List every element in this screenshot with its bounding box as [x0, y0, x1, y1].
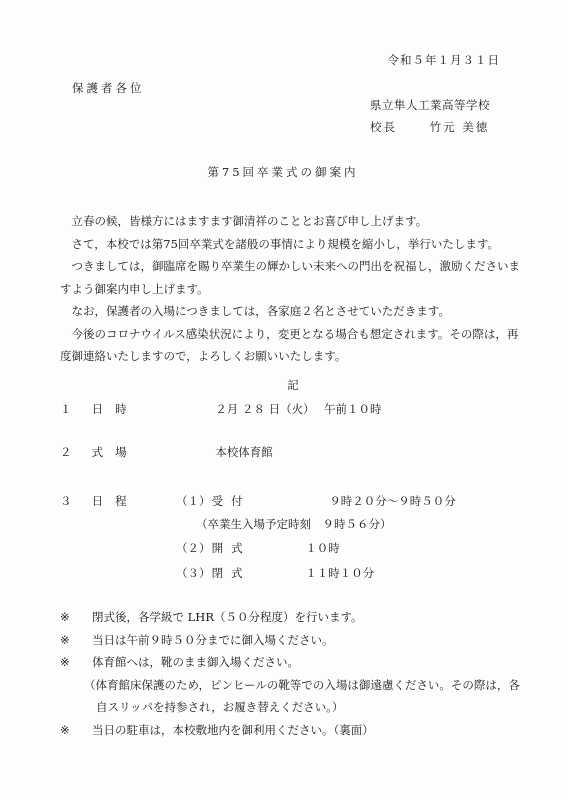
schedule-time: １０時 — [305, 541, 340, 555]
item-label: 日時 — [91, 402, 139, 416]
item-number: ３ — [60, 494, 72, 508]
item-value: ２月 ２８ 日（火） 午前１０時 — [215, 402, 382, 416]
schedule-name: 閉式 — [211, 566, 251, 580]
schedule-name: 開式 — [211, 541, 251, 555]
note-text: 当日は午前９時５０分までに御入場ください。 — [92, 632, 334, 647]
item-label: 日程 — [91, 494, 139, 508]
recipient: 保護者各位 — [72, 81, 145, 95]
schedule-number: （３） — [176, 566, 211, 580]
item-venue — [60, 444, 273, 460]
schedule-number: （１） — [176, 494, 211, 508]
note-text: 体育館へは，靴のまま御入場ください。 — [92, 655, 299, 669]
note-2 — [60, 629, 530, 652]
item-label: 式場 — [91, 445, 139, 459]
schedule-reception — [176, 493, 456, 509]
note-1 — [60, 606, 530, 629]
note-3-detail-2: 自スリッパを持参され，お履き替えください。） — [96, 700, 344, 714]
notes-list — [60, 606, 530, 741]
schedule-number: （２） — [176, 541, 211, 555]
principal — [370, 119, 489, 135]
item-number: ２ — [60, 445, 72, 459]
schedule-name: 受付 — [211, 494, 251, 508]
item-number: １ — [60, 402, 72, 416]
note-mark: ※ — [60, 722, 70, 737]
document-title: 第75回卒業式の御案内 — [207, 165, 359, 179]
school-name: 県立隼人工業高等学校 — [370, 98, 490, 112]
note-mark: ※ — [60, 610, 70, 624]
note-3 — [60, 651, 530, 674]
schedule-opening — [176, 540, 340, 556]
principal-name: 竹元 美徳 — [429, 120, 490, 134]
schedule-closing — [176, 565, 374, 581]
principal-title: 校長 — [370, 120, 397, 134]
body-text — [60, 210, 520, 368]
body-paragraph-4: なお，保護者の入場につきましては，各家庭２名とさせていただきます。 — [71, 304, 450, 318]
note-3-detail-1: （体育館床保護のため，ピンヒールの靴等での入場は御遠慮ください。その際は，各 — [84, 677, 520, 692]
note-mark: ※ — [60, 655, 70, 669]
schedule-time: ９時２０分～９時５０分 — [329, 494, 456, 508]
note-text: 閉式後，各学級で LHR（５０分程度）を行います。 — [92, 610, 363, 624]
ki-heading: 記 — [287, 378, 299, 392]
schedule-time: １１時１０分 — [305, 566, 375, 580]
schedule-entry-note: （卒業生入場予定時刻 ９時５６分） — [196, 517, 392, 531]
body-paragraph-5: 今後のコロナウイルス感染状況により，変更となる場合も想定されます。その際は，再度御連絡いたしますので，よろしくお願いいたします。 — [60, 326, 519, 363]
body-paragraph-3: つきましては，御臨席を賜り卒業生の輝かしい未来への門出を祝福し，激励くださいますよう御案内申し上げます。 — [60, 259, 520, 296]
document-date: 令和５年１月３１日 — [387, 53, 500, 67]
body-paragraph-2: さて，本校では第75回卒業式を諸般の事情により規模を縮小し，挙行いたします。 — [71, 236, 499, 251]
note-mark: ※ — [60, 632, 70, 647]
note-text: 当日の駐車は，本校敷地内を御利用ください。（裏面） — [92, 722, 374, 737]
item-value: 本校体育館 — [215, 445, 273, 459]
body-paragraph-1: 立春の候，皆様方にはますます御清祥のこととお喜び申し上げます。 — [71, 214, 428, 228]
note-4 — [60, 719, 530, 742]
item-datetime — [60, 401, 382, 417]
